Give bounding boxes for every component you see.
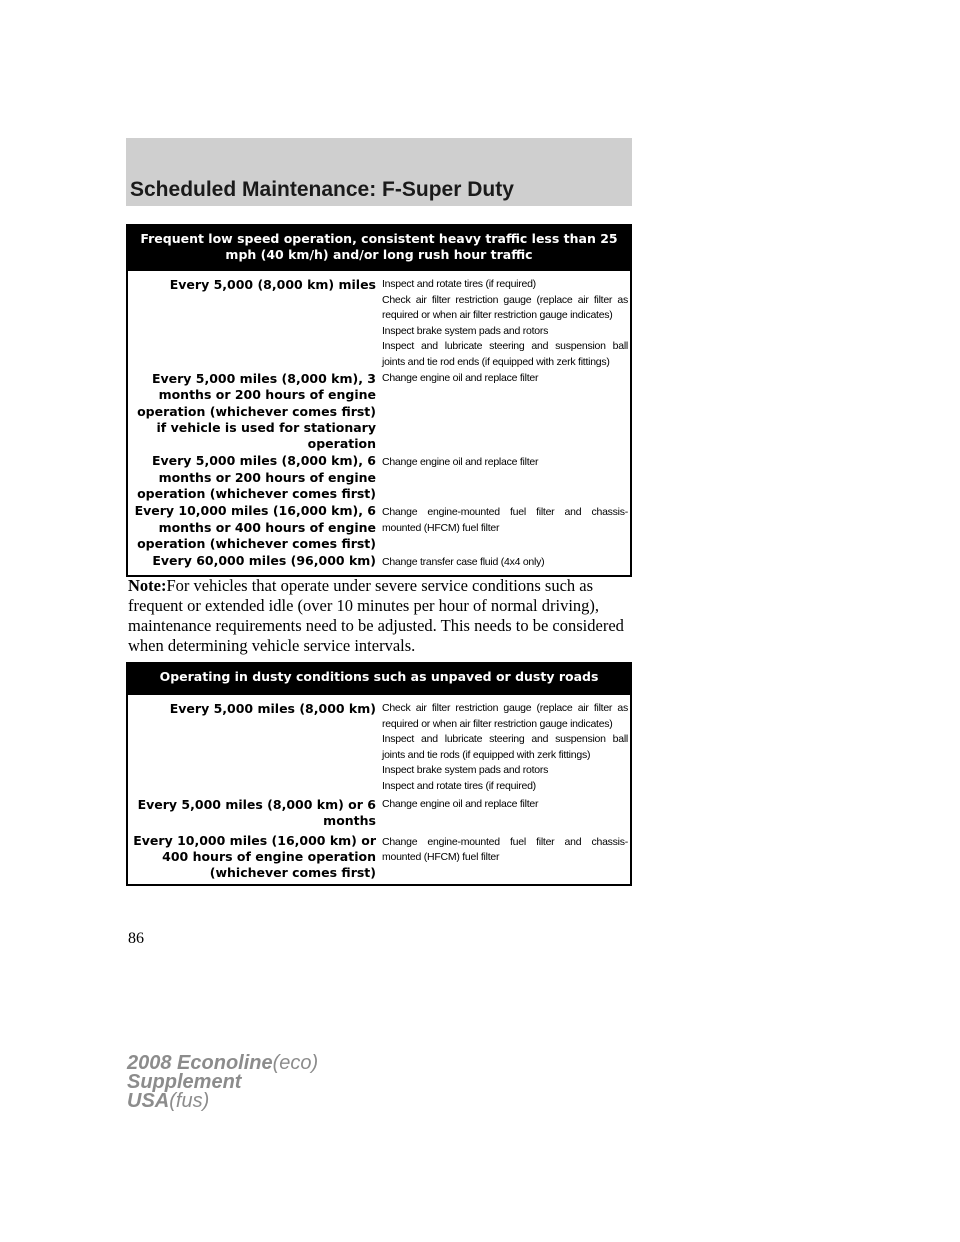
task-item: Change engine-mounted fuel filter and chassis-mounted (HFCM) fuel filter xyxy=(382,835,628,864)
table-row xyxy=(128,503,630,552)
task-list xyxy=(380,277,630,370)
task-item: Check air filter restriction gauge (replace air filter as required or when air filter restriction gauge indicates) xyxy=(382,702,628,730)
task-item: Inspect and rotate tires (if required) xyxy=(382,278,536,290)
table-row xyxy=(128,453,630,502)
footer-supplement: Supplement xyxy=(127,1071,242,1093)
interval-label: Every 5,000 (8,000 km) miles xyxy=(169,277,376,292)
footer-market: USA xyxy=(127,1090,170,1112)
task-item: Inspect brake system pads and rotors xyxy=(382,324,549,337)
task-list xyxy=(380,371,630,452)
table-heading: Frequent low speed operation, consistent heavy traffic less than 25 mph (40 km/h) and/or long rush hour traffic xyxy=(128,226,630,271)
interval-label: Every 5,000 miles (8,000 km), 3 months or 200 hours of engine operation (whichever comes first) if vehicle is used for stationary operation xyxy=(137,371,376,452)
interval-label: Every 5,000 miles (8,000 km) xyxy=(169,701,376,716)
interval-label: Every 60,000 miles (96,000 km) xyxy=(152,553,376,569)
table-row xyxy=(128,833,630,882)
task-item: Inspect and lubricate steering and suspension ball joints and tie rod ends (if equipped with zerk fittings) xyxy=(382,340,628,368)
page-number: 86 xyxy=(128,930,144,947)
task-item: Inspect and rotate tires (if required) xyxy=(382,779,536,792)
footer-model: 2008 Econoline xyxy=(127,1052,273,1074)
table-row xyxy=(128,277,630,370)
task-item: Change engine oil and replace filter xyxy=(382,456,539,469)
table-row xyxy=(128,553,630,571)
footer-edition xyxy=(127,1054,318,1111)
note-label: Note: xyxy=(128,576,167,595)
task-list xyxy=(380,701,630,794)
table-row xyxy=(128,701,630,794)
table-heading: Operating in dusty conditions such as unpaved or dusty roads xyxy=(128,664,630,695)
task-item: Change engine oil and replace filter xyxy=(382,798,539,810)
task-list xyxy=(380,797,630,830)
maintenance-table-dusty xyxy=(126,662,632,886)
interval-label: Every 10,000 miles (16,000 km), 6 months or 400 hours of engine operation (whichever comes first) xyxy=(134,503,376,551)
note-paragraph xyxy=(128,576,648,656)
task-list xyxy=(380,833,630,882)
task-item: Change engine oil and replace filter xyxy=(382,372,539,384)
task-item: Change transfer case fluid (4x4 only) xyxy=(382,556,545,569)
table-row xyxy=(128,371,630,452)
task-list xyxy=(380,503,630,552)
task-item: Inspect brake system pads and rotors xyxy=(382,764,549,776)
note-text: For vehicles that operate under severe service conditions such as frequent or extended idle (over 10 minutes per hour of normal driving), maintenance requirements need to be adjusted. This needs to be considered when determining vehicle service intervals. xyxy=(128,576,624,655)
page-title: Scheduled Maintenance: F-Super Duty xyxy=(130,178,514,201)
footer-market-code: (fus) xyxy=(169,1090,210,1112)
task-item: Inspect and lubricate steering and suspension ball joints and tie rods (if equipped with zerk fittings) xyxy=(382,733,628,761)
interval-label: Every 10,000 miles (16,000 km) or 400 hours of engine operation (whichever comes first) xyxy=(133,832,376,881)
task-item: Change engine-mounted fuel filter and chassis-mounted (HFCM) fuel filter xyxy=(382,506,628,534)
task-item: Check air filter restriction gauge (replace air filter as required or when air filter restriction gauge indicates) xyxy=(382,293,628,321)
maintenance-table-low-speed xyxy=(126,224,632,577)
table-row xyxy=(128,797,630,830)
task-list xyxy=(380,553,630,571)
task-list xyxy=(380,453,630,502)
interval-label: Every 5,000 miles (8,000 km), 6 months or 200 hours of engine operation (whichever comes first) xyxy=(137,453,376,502)
interval-label: Every 5,000 miles (8,000 km) or 6 months xyxy=(137,797,376,829)
footer-model-code: (eco) xyxy=(272,1052,319,1074)
